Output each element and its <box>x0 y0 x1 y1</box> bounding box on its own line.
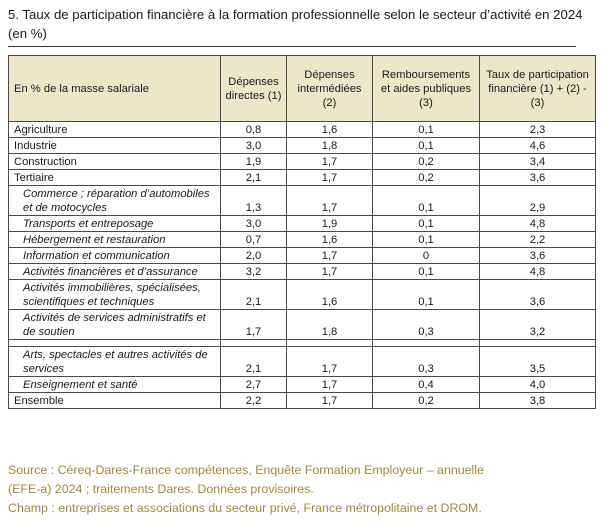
table-row <box>9 122 596 138</box>
cell-value: 1,9 <box>287 216 373 232</box>
row-label: Hébergement et restauration <box>9 232 221 248</box>
cell-value: 0,1 <box>373 138 480 154</box>
cell-value: 3,2 <box>480 310 596 340</box>
row-label: Tertiaire <box>9 170 221 186</box>
cell-value: 3,6 <box>480 170 596 186</box>
cell-value: 0,3 <box>373 347 480 377</box>
row-label: Enseignement et santé <box>9 377 221 393</box>
cell-value: 0,1 <box>373 122 480 138</box>
cell-value: 2,1 <box>221 170 287 186</box>
cell-value: 2,2 <box>480 232 596 248</box>
cell-value: 1,6 <box>287 280 373 310</box>
cell-value: 1,7 <box>287 347 373 377</box>
table-row-total <box>9 393 596 409</box>
table-row <box>9 186 596 216</box>
cell-value: 0,2 <box>373 170 480 186</box>
column-header: Dépenses intermédiées (2) <box>287 56 373 122</box>
table-row <box>9 377 596 393</box>
cell-value: 0,2 <box>373 393 480 409</box>
source-note <box>8 461 598 518</box>
cell-value: 0,1 <box>373 264 480 280</box>
cell-value: 0,1 <box>373 216 480 232</box>
table-row <box>9 280 596 310</box>
cell-value: 3,8 <box>480 393 596 409</box>
cell-value: 0,8 <box>221 122 287 138</box>
scope-line: Champ : entreprises et associations du secteur privé, France métropolitaine et DROM. <box>8 501 482 515</box>
table-row <box>9 248 596 264</box>
row-label: Transports et entreposage <box>9 216 221 232</box>
cell-value: 4,8 <box>480 264 596 280</box>
cell-value: 1,7 <box>221 310 287 340</box>
source-line: Source : Céreq-Dares-France compétences, Enquête Formation Employeur – annuelle <box>8 463 484 477</box>
participation-table <box>8 55 596 409</box>
cell-value: 1,7 <box>287 170 373 186</box>
cell-value: 3,5 <box>480 347 596 377</box>
table-row <box>9 138 596 154</box>
row-label: Activités financières et d’assurance <box>9 264 221 280</box>
cell-value: 0,7 <box>221 232 287 248</box>
cell-value: 1,7 <box>287 248 373 264</box>
table-row <box>9 232 596 248</box>
row-label: Information et communication <box>9 248 221 264</box>
table-row <box>9 347 596 377</box>
row-label: Activités de services administratifs et de soutien <box>9 310 221 340</box>
cell-value: 4,6 <box>480 138 596 154</box>
cell-value: 3,6 <box>480 280 596 310</box>
row-label: Industrie <box>9 138 221 154</box>
table-row <box>9 154 596 170</box>
cell-value: 0,1 <box>373 186 480 216</box>
cell-value: 1,7 <box>287 377 373 393</box>
cell-value: 3,6 <box>480 248 596 264</box>
table-row <box>9 264 596 280</box>
cell-value: 0 <box>373 248 480 264</box>
cell-value: 0,4 <box>373 377 480 393</box>
cell-value: 0,3 <box>373 310 480 340</box>
cell-value: 1,3 <box>221 186 287 216</box>
cell-value: 2,7 <box>221 377 287 393</box>
table-row <box>9 170 596 186</box>
cell-value: 1,7 <box>287 264 373 280</box>
cell-value: 4,8 <box>480 216 596 232</box>
row-label: Agriculture <box>9 122 221 138</box>
cell-value: 1,7 <box>287 393 373 409</box>
table-header-row <box>9 56 596 122</box>
cell-value: 2,9 <box>480 186 596 216</box>
cell-value: 2,3 <box>480 122 596 138</box>
column-header: Taux de participation financière (1) + (2) - (3) <box>480 56 596 122</box>
cell-value: 0,1 <box>373 232 480 248</box>
row-label: Construction <box>9 154 221 170</box>
cell-value: 2,0 <box>221 248 287 264</box>
column-header: Remboursements et aides publiques (3) <box>373 56 480 122</box>
cell-value: 4,0 <box>480 377 596 393</box>
cell-value: 2,2 <box>221 393 287 409</box>
source-line: (EFE-a) 2024 ; traitements Dares. Données provisoires. <box>8 482 314 496</box>
cell-value: 1,8 <box>287 310 373 340</box>
cell-value: 2,1 <box>221 280 287 310</box>
row-label: Arts, spectacles et autres activités de services <box>9 347 221 377</box>
table-spacer-row <box>9 340 596 347</box>
cell-value: 3,0 <box>221 216 287 232</box>
cell-value: 3,2 <box>221 264 287 280</box>
cell-value: 1,8 <box>287 138 373 154</box>
table-title: 5. Taux de participation financière à la formation professionnelle selon le secteur d’activité en 2024 (en %) <box>8 7 583 41</box>
cell-value: 3,0 <box>221 138 287 154</box>
table-row <box>9 216 596 232</box>
row-label: Ensemble <box>9 393 221 409</box>
row-label: Commerce ; réparation d’automobiles et de motocycles <box>9 186 221 216</box>
cell-value: 1,9 <box>221 154 287 170</box>
cell-value: 1,6 <box>287 232 373 248</box>
column-header: Dépenses directes (1) <box>221 56 287 122</box>
table-row <box>9 310 596 340</box>
cell-value: 1,6 <box>287 122 373 138</box>
cell-value: 1,7 <box>287 186 373 216</box>
cell-value: 0,2 <box>373 154 480 170</box>
cell-value: 3,4 <box>480 154 596 170</box>
cell-value: 2,1 <box>221 347 287 377</box>
title-divider <box>8 46 576 47</box>
cell-value: 0,1 <box>373 280 480 310</box>
column-header: En % de la masse salariale <box>9 56 221 122</box>
cell-value: 1,7 <box>287 154 373 170</box>
row-label: Activités immobilières, spécialisées, scientifiques et techniques <box>9 280 221 310</box>
